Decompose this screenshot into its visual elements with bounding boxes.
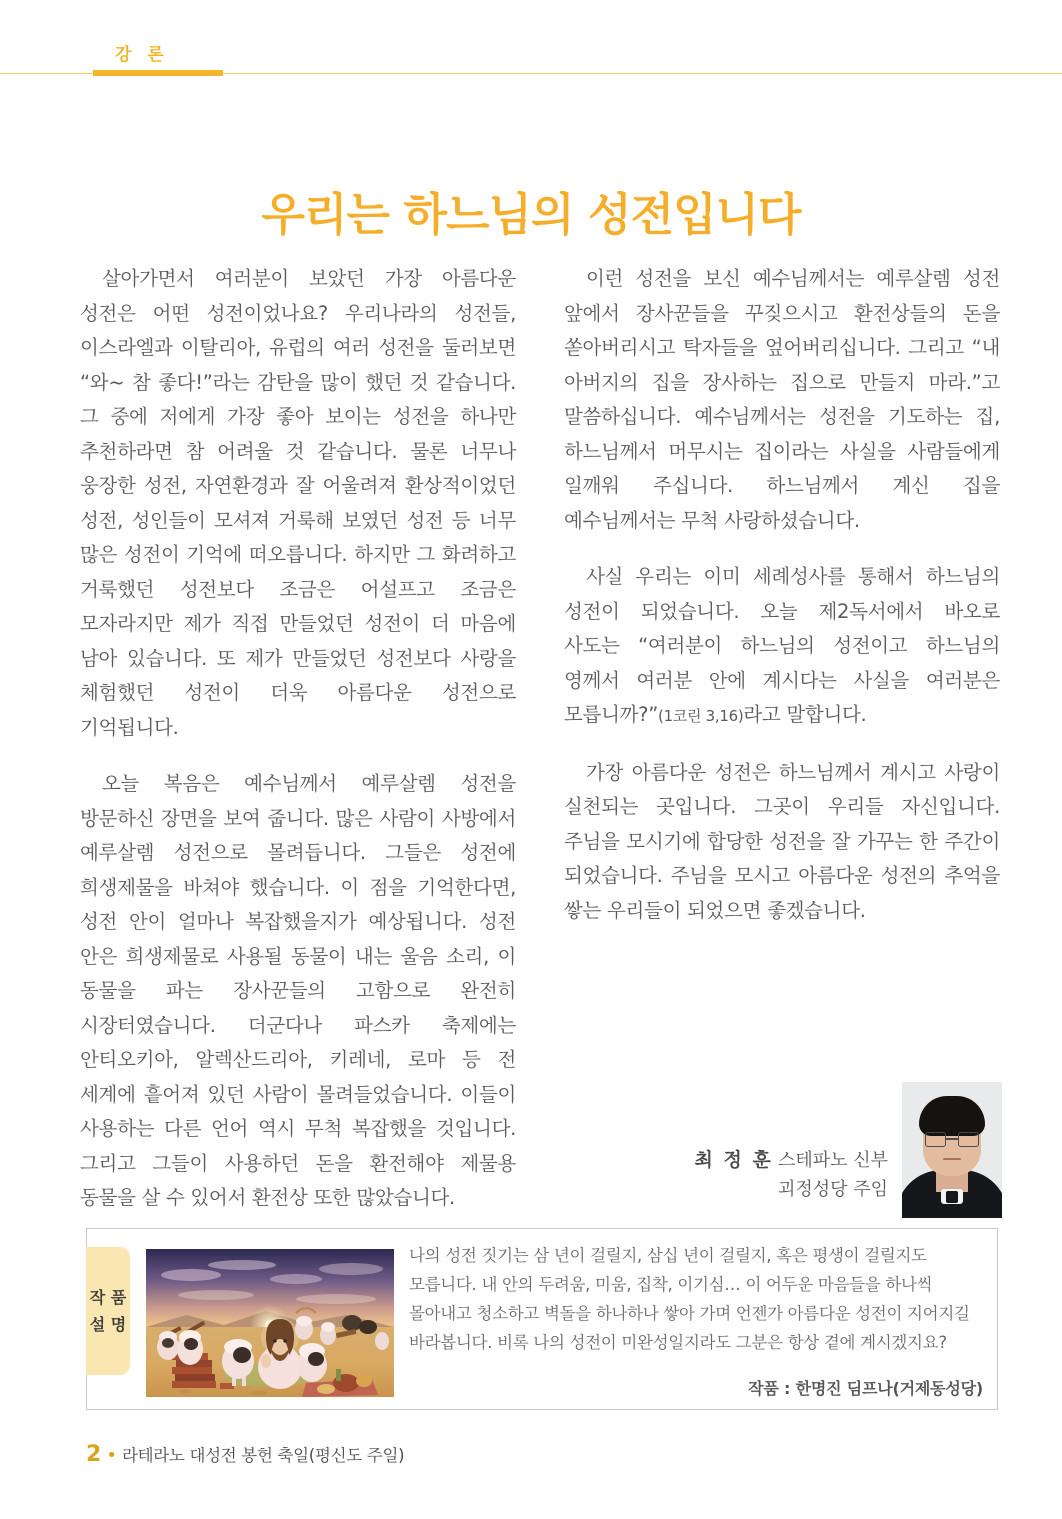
artwork-illustration-svg [146, 1249, 394, 1397]
paragraph: 오늘 복음은 예수님께서 예루살렘 성전을 방문하신 장면을 보여 줍니다. 많은 사람이 사방에서 예루살렘 성전으로 몰려듭니다. 그들은 성전에 희생제물을 바쳐야 했습니다. 이 점을 기억한다면, 성전 안이 얼마나 복잡했을지가 예상됩니다. 성전 안은 희생제물로 사용될 동물이 내는 울음 소리, 이 동물을 파는 장사꾼들의 고함으로 완전히 시장터였습니다. 더군다나 파스카 축제에는 안티오키아, 알렉산드리아, 키레네, 로마 등 전 세계에 흩어져 있던 사람이 몰려들었습니다. 이들이 사용하는 다른 언어 역시 무척 복잡했을 것입니다. 그리고 그들이 사용하던 돈을 환전해야 제물용 동물을 살 수 있어서 환전상 또한 많았습니다. [80, 772, 516, 1209]
glasses-icon [924, 1132, 980, 1146]
artwork-description-box [86, 1228, 998, 1410]
sheep-figure [297, 1343, 327, 1382]
photo-hair [919, 1096, 985, 1136]
footer-separator: • [106, 1445, 117, 1466]
artwork-description: 나의 성전 짓기는 삼 년이 걸릴지, 삼십 년이 걸릴지, 혹은 평생이 걸릴지도 모릅니다. 내 안의 두려움, 미움, 집착, 이기심… 이 어두운 마음들을 하나씩 몰아내고 청소하고 벽돌을 하나하나 쌓아 가며 언젠가 아름다운 성전이 지어지길 바라봅니다. 비록 나의 성전이 미완성일지라도 그분은 항상 곁에 계시겠지요? [409, 1246, 970, 1352]
section-label: 강 론 [115, 45, 169, 65]
author-photo [902, 1082, 1002, 1218]
paragraph-text: 사실 우리는 이미 세례성사를 통해서 하느님의 성전이 되었습니다. 오늘 제2독서에서 바오로 사도는 “여러분이 하느님의 성전이고 하느님의 영께서 여러분 안에 계시다는 사실을 여러분은 모릅니까?” [564, 565, 1000, 726]
page-number: 2 [86, 1442, 102, 1467]
footer-feast-day: 라테라노 대성전 봉헌 축일(평신도 주일) [121, 1446, 405, 1465]
author-text [695, 1146, 888, 1218]
author-name: 최 정 훈 [694, 1149, 773, 1171]
author-parish: 괴정성당 주임 [777, 1179, 888, 1200]
author-role: 스테파노 신부 [777, 1150, 888, 1171]
paragraph-text-after: 라고 말합니다. [743, 703, 867, 726]
paragraph: 살아가면서 여러분이 보았던 가장 아름다운 성전은 어떤 성전이었나요? 우리나라의 성전들, 이스라엘과 이탈리아, 유럽의 여러 성전을 둘러보면 “와~ 참 좋다!”라는 감탄을 많이 했던 것 같습니다. 그 중에 저에게 가장 좋아 보이는 성전을 하나만 추천하라면 참 어려울 것 같습니다. 물론 너무나 웅장한 성전, 자연환경과 잘 어울려져 환상적이었던 성전, 성인들이 모셔져 거룩해 보였던 성전 등 너무 많은 성전이 기억에 떠오릅니다. 하지만 그 화려하고 거룩했던 성전보다 조금은 어설프고 조금은 모자라지만 제가 직접 만들었던 성전이 더 마음에 남아 있습니다. 또 제가 만들었던 성전보다 사랑을 체험했던 성전이 더욱 아름다운 성전으로 기억됩니다. [80, 267, 516, 739]
page-title: 우리는 하느님의 성전입니다 [261, 188, 801, 242]
artwork-tag [86, 1247, 130, 1375]
page-header [0, 0, 1062, 80]
header-rule-thick [93, 70, 223, 76]
page-footer [86, 1442, 404, 1467]
artwork-illustration [146, 1249, 394, 1397]
paragraph: 이런 성전을 보신 예수님께서는 예루살렘 성전 앞에서 장사꾼들을 꾸짖으시고 환전상들의 돈을 쏟아버리시고 탁자들을 엎어버리십니다. 그리고 “내 아버지의 집을 장사하는 집으로 만들지 마라.”고 말씀하십니다. 예수님께서는 성전을 기도하는 집, 하느님께서 머무시는 집이라는 사실을 사람들에게 일깨워 주십니다. 하느님께서 계신 집을 예수님께서는 무척 사랑하셨습니다. [564, 267, 1000, 532]
roman-collar [941, 1189, 963, 1204]
paragraph: 가장 아름다운 성전은 하느님께서 계시고 사랑이 실천되는 곳입니다. 그곳이 우리들 자신입니다. 주님을 모시기에 합당한 성전을 잘 가꾸는 한 주간이 되었습니다. 주님을 모시고 아름다운 성전의 추억을 쌓는 우리들이 되었으면 좋겠습니다. [564, 760, 1000, 922]
paragraph-with-citation [564, 560, 1000, 734]
artwork-tag-line2: 설 명 [89, 1315, 127, 1334]
author-byline [690, 1078, 1002, 1218]
artwork-tag-line1: 작 품 [89, 1288, 127, 1307]
photo-mouth [943, 1158, 961, 1160]
scripture-citation: (1코린 3,16) [658, 707, 744, 725]
left-column [80, 262, 516, 1238]
author-name-line [695, 1146, 888, 1175]
artwork-credit: 작품 : 한명진 딤프나(거제동성당) [748, 1379, 983, 1398]
